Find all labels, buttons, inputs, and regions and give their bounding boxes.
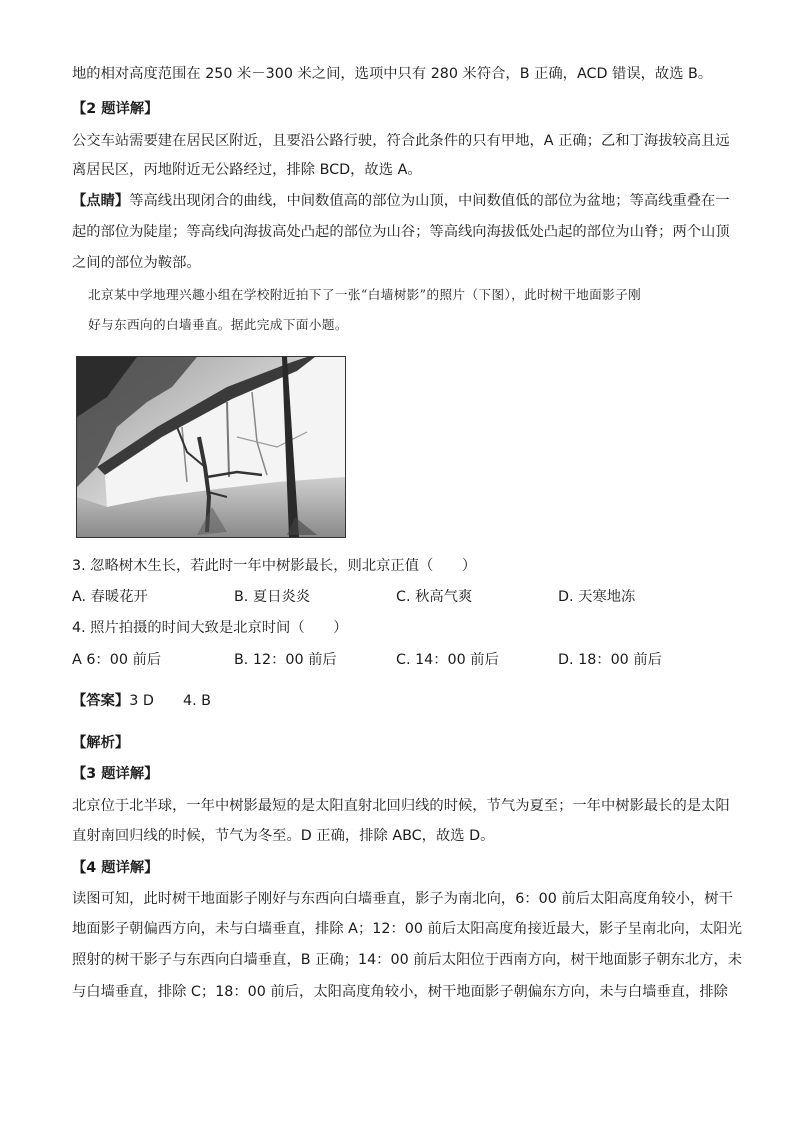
q2-detail-line: 离居民区，丙地附近无公路经过，排除 BCD，故选 A。 bbox=[72, 162, 422, 178]
question-3-text: 3. 忽略树木生长，若此时一年中树影最长，则北京正值（ ） bbox=[72, 558, 477, 574]
dianjing-label: 【点睛】 bbox=[72, 193, 130, 209]
dianjing-line: 起的部位为陡崖；等高线向海拔高处凸起的部位为山谷；等高线向海拔低处凸起的部位为山脊；两个山顶 bbox=[72, 224, 730, 240]
q3-detail-line: 北京位于北半球，一年中树影最短的是太阳直射北回归线的时候，节气为夏至；一年中树影最长的是太阳 bbox=[72, 798, 730, 814]
question-4-text: 4. 照片拍摄的时间大致是北京时间（ ） bbox=[72, 620, 348, 636]
q4-detail-line: 照射的树干影子与东西向白墙垂直，B 正确；14：00 前后太阳位于西南方向，树干地面影子朝东北方，未 bbox=[72, 952, 743, 968]
q2-detail-header: 【2 题详解】 bbox=[72, 101, 159, 117]
paragraph-p1: 地的相对高度范围在 250 米－300 米之间，选项中只有 280 米符合，B 正确，ACD 错误，故选 B。 bbox=[72, 66, 713, 82]
question-stem: 好与东西向的白墙垂直。据此完成下面小题。 bbox=[88, 317, 348, 332]
q4-detail-line: 与白墙垂直，排除 C；18：00 前后，太阳高度角较小，树干地面影子朝偏东方向，未与白墙垂直，排除 bbox=[72, 984, 728, 1000]
q4-detail-header: 【4 题详解】 bbox=[72, 860, 159, 876]
white-wall-tree-shadow-photo bbox=[76, 356, 346, 538]
dianjing-line bbox=[72, 190, 732, 212]
answer-4: 4. B bbox=[183, 693, 211, 709]
q3-detail-line: 直射南回归线的时候，节气为冬至。D 正确，排除 ABC，故选 D。 bbox=[72, 828, 495, 844]
q4-option-b[interactable]: B. 12：00 前后 bbox=[234, 652, 337, 668]
analysis-label: 【解析】 bbox=[72, 735, 130, 751]
q4-option-c[interactable]: C. 14：00 前后 bbox=[396, 652, 499, 668]
answer-line bbox=[72, 690, 154, 712]
answer-label: 【答案】 bbox=[72, 693, 130, 709]
answer-3: 3 D bbox=[129, 693, 154, 709]
q4-option-d[interactable]: D. 18：00 前后 bbox=[558, 652, 662, 668]
q4-detail-line: 地面影子朝偏西方向，未与白墙垂直，排除 A；12：00 前后太阳高度角接近最大，影子呈南北向，太阳光 bbox=[72, 921, 743, 937]
q3-option-a[interactable]: A. 春暖花开 bbox=[72, 589, 148, 605]
photo-icon bbox=[77, 357, 345, 537]
q4-detail-line: 读图可知，此时树干地面影子刚好与东西向白墙垂直，影子为南北向，6：00 前后太阳高度角较小，树干 bbox=[72, 891, 733, 907]
q3-option-c[interactable]: C. 秋高气爽 bbox=[396, 589, 473, 605]
q3-option-d[interactable]: D. 天寒地冻 bbox=[558, 589, 636, 605]
question-stem: 北京某中学地理兴趣小组在学校附近拍下了一张“白墙树影”的照片（下图），此时树干地面影子刚 bbox=[88, 287, 642, 302]
q3-option-b[interactable]: B. 夏日炎炎 bbox=[234, 589, 311, 605]
dianjing-line: 之间的部位为鞍部。 bbox=[72, 255, 201, 271]
dianjing-text: 等高线出现闭合的曲线，中间数值高的部位为山顶，中间数值低的部位为盆地；等高线重叠在一 bbox=[129, 193, 730, 209]
q4-option-a[interactable]: A 6：00 前后 bbox=[72, 652, 162, 668]
q2-detail-line: 公交车站需要建在居民区附近，且要沿公路行驶，符合此条件的只有甲地，A 正确；乙和丁海拔较高且远 bbox=[72, 133, 730, 149]
q3-detail-header: 【3 题详解】 bbox=[72, 766, 159, 782]
